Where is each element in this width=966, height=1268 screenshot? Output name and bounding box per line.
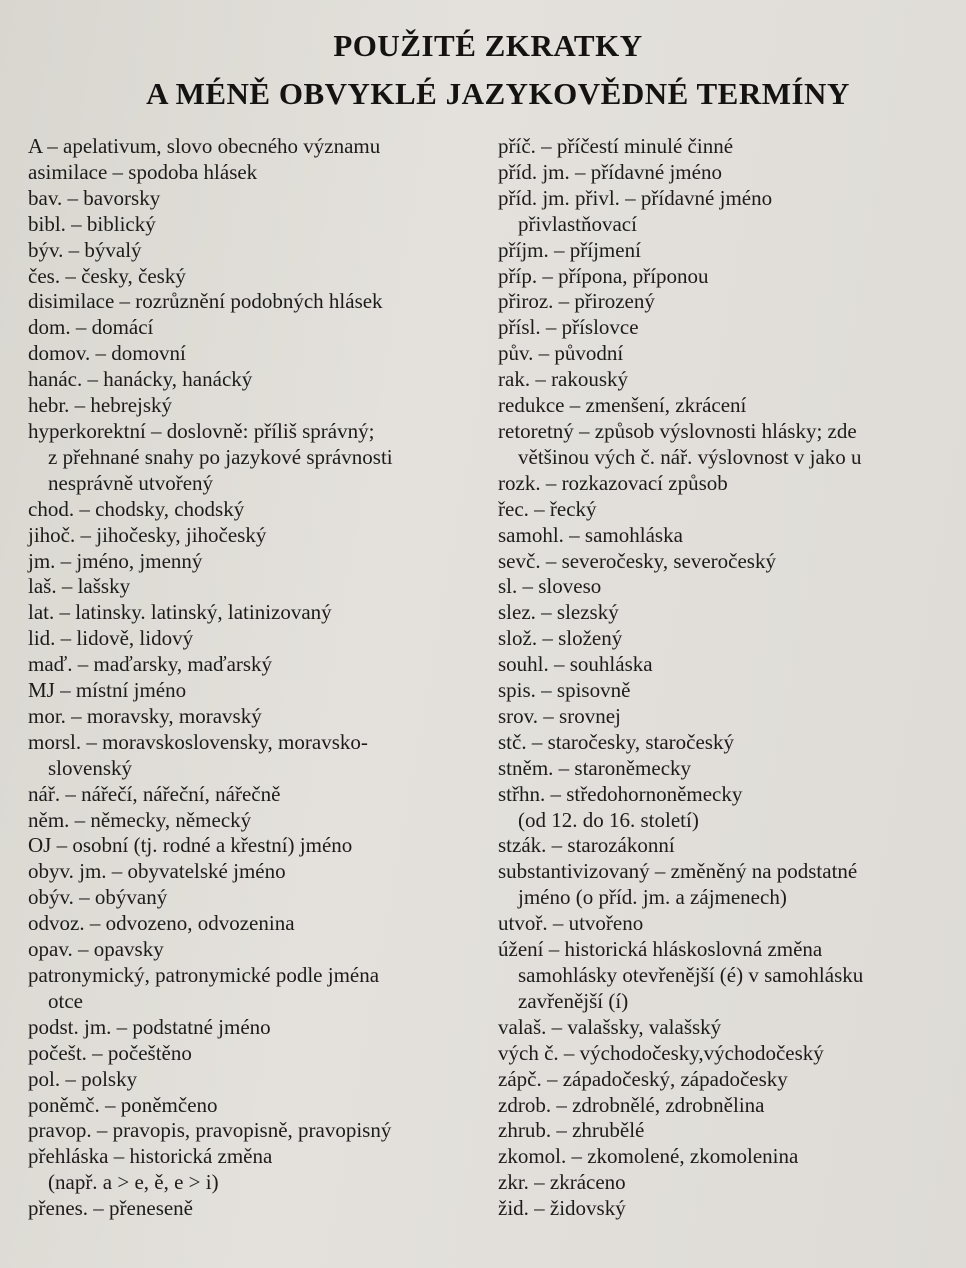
abbreviation-entry: valaš. – valašsky, valašský: [498, 1014, 722, 1039]
abbreviation-entry: žid. – židovský: [498, 1196, 626, 1221]
abbreviation-entry: slez. – slezský: [498, 600, 619, 625]
abbreviation-entry: chod. – chodsky, chodský: [28, 496, 245, 521]
abbreviation-entry: stněm. – staroněmecky: [498, 755, 692, 780]
abbreviation-entry: obýv. – obývaný: [28, 885, 168, 910]
abbreviation-entry: disimilace – rozrůznění podobných hlásek: [28, 289, 383, 314]
abbreviation-entry: příd. jm. přivl. – přídavné jméno přivlastňovací: [498, 185, 773, 236]
abbreviation-entry: souhl. – souhláska: [498, 652, 653, 677]
abbreviation-entry: odvoz. – odvozeno, odvozenina: [28, 911, 295, 936]
abbreviation-entry: vých č. – východočesky,východočeský: [498, 1040, 824, 1065]
page-title: [0, 22, 966, 118]
abbreviation-entry: úžení – historická hláskoslovná změna samohlásky otevřenější (é) v samohlásku zavřenější (í): [498, 937, 864, 1013]
abbreviation-entry: zdrob. – zdrobnělé, zdrobnělina: [498, 1092, 765, 1117]
abbreviation-entry: zkomol. – zkomolené, zkomolenina: [498, 1144, 799, 1169]
abbreviation-entry: hyperkorektní – doslovně: příliš správný; z přehnané snahy po jazykové správnosti nesprávně utvořený: [28, 418, 393, 495]
abbreviation-entry: morsl. – moravskoslovensky, moravsko- slovenský: [28, 729, 368, 780]
abbreviation-entry: pol. – polsky: [28, 1066, 138, 1091]
abbreviation-entry: řec. – řecký: [498, 496, 597, 521]
abbreviation-entry: pravop. – pravopis, pravopisně, pravopisný: [28, 1118, 392, 1143]
abbreviation-entry: MJ – místní jméno: [28, 678, 187, 703]
abbreviation-entry: nář. – nářečí, nářeční, nářečně: [28, 781, 281, 806]
abbreviation-entry: bav. – bavorsky: [28, 185, 161, 210]
title-line-2: A MÉNĚ OBVYKLÉ JAZYKOVĚDNÉ TERMÍNY: [146, 76, 850, 111]
abbreviation-entry: slož. – složený: [498, 626, 623, 651]
abbreviation-entry: rozk. – rozkazovací způsob: [498, 470, 728, 495]
abbreviation-entry: rak. – rakouský: [498, 367, 629, 392]
title-line-1: POUŽITÉ ZKRATKY: [333, 28, 643, 63]
abbreviation-entry: příjm. – příjmení: [498, 237, 641, 262]
abbreviation-entry: patronymický, patronymické podle jména otce: [28, 963, 380, 1013]
abbreviation-entry: počešt. – počeštěno: [28, 1040, 192, 1065]
abbreviation-entry: lat. – latinsky. latinský, latinizovaný: [28, 600, 332, 625]
abbreviation-entry: příč. – příčestí minulé činné: [498, 134, 734, 158]
abbreviation-entry: stzák. – starozákonní: [498, 833, 675, 858]
abbreviation-entry: střhn. – středohornoněmecky (od 12. do 16. století): [498, 781, 743, 832]
abbreviation-entry: substantivizovaný – změněný na podstatné jméno (o příd. jm. a zájmenech): [498, 859, 858, 910]
abbreviation-entry: poněmč. – poněmčeno: [28, 1092, 218, 1117]
abbreviation-entry: něm. – německy, německý: [28, 807, 252, 832]
abbreviation-entry: opav. – opavsky: [28, 937, 164, 962]
abbreviation-entry: hebr. – hebrejský: [28, 393, 173, 418]
abbreviation-entry: maď. – maďarsky, maďarský: [28, 652, 273, 677]
abbreviation-entry: retoretný – způsob výslovnosti hlásky; zde většinou vých č. nář. výslovnost v jako u: [498, 418, 862, 469]
abbreviation-entry: mor. – moravsky, moravský: [28, 703, 262, 728]
abbreviation-entry: zkr. – zkráceno: [498, 1170, 626, 1195]
abbreviation-entry: býv. – bývalý: [28, 237, 142, 262]
abbreviation-entry: přiroz. – přirozený: [498, 289, 655, 314]
abbreviation-entry: dom. – domácí: [28, 315, 154, 340]
abbreviation-entry: obyv. jm. – obyvatelské jméno: [28, 859, 286, 884]
abbreviation-entry: příd. jm. – přídavné jméno: [498, 159, 722, 184]
abbreviation-entry: samohl. – samohláska: [498, 522, 683, 547]
abbreviation-entry: pův. – původní: [498, 341, 624, 366]
abbreviation-entry: zhrub. – zhrubělé: [498, 1118, 645, 1143]
abbreviation-entry: přenes. – přeneseně: [28, 1196, 194, 1221]
abbreviation-entry: asimilace – spodoba hlásek: [28, 159, 258, 184]
abbreviation-entry: jm. – jméno, jmenný: [28, 548, 203, 573]
abbreviation-entry: laš. – lašsky: [28, 574, 131, 599]
abbreviation-list-left: [28, 134, 478, 1222]
abbreviation-entry: stč. – staročesky, staročeský: [498, 729, 734, 754]
abbreviation-entry: podst. jm. – podstatné jméno: [28, 1014, 271, 1039]
abbreviation-list-right: [498, 134, 938, 1222]
abbreviation-entry: spis. – spisovně: [498, 678, 631, 703]
abbreviation-entry: příp. – přípona, příponou: [498, 263, 709, 288]
abbreviation-entry: jihoč. – jihočesky, jihočeský: [28, 522, 267, 547]
abbreviation-entry: OJ – osobní (tj. rodné a křestní) jméno: [28, 833, 353, 858]
abbreviation-entry: přísl. – příslovce: [498, 315, 639, 340]
abbreviation-entry: přehláska – historická změna (např. a > e, ě, e > i): [28, 1144, 273, 1195]
abbreviation-entry: srov. – srovnej: [498, 703, 621, 728]
abbreviation-entry: sl. – sloveso: [498, 574, 602, 599]
abbreviation-entry: redukce – zmenšení, zkrácení: [498, 393, 747, 418]
abbreviation-entry: hanác. – hanácky, hanácký: [28, 367, 253, 392]
abbreviation-entry: zápč. – západočeský, západočesky: [498, 1066, 788, 1091]
abbreviation-entry: bibl. – biblický: [28, 211, 156, 236]
abbreviation-entry: A – apelativum, slovo obecného významu: [28, 134, 381, 158]
abbreviation-entry: čes. – česky, český: [28, 263, 186, 288]
abbreviation-entry: domov. – domovní: [28, 341, 186, 366]
abbreviation-entry: sevč. – severočesky, severočeský: [498, 548, 776, 573]
abbreviation-entry: utvoř. – utvořeno: [498, 911, 644, 936]
abbreviation-entry: lid. – lidově, lidový: [28, 626, 194, 651]
